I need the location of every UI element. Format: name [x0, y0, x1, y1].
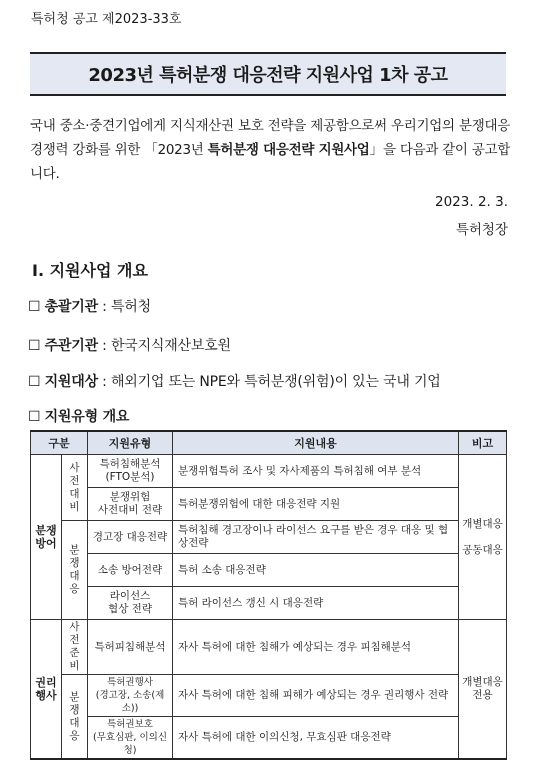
notice-issuer: 특허청장 — [455, 222, 508, 238]
intro-paragraph — [30, 114, 510, 186]
table-cell-type: 특허침해분석 (FTO분석) — [88, 455, 173, 488]
bullet-label: 지원유형 개요 — [44, 409, 130, 425]
table-cell-type: 특허권보호 (무효심판, 이의신청) — [88, 717, 173, 760]
notice-title-text: 2023년 특허분쟁 대응전략 지원사업 1차 공고 — [88, 65, 448, 86]
table-cell-type: 특허피침해분석 — [88, 620, 173, 675]
note-defense: 개별대응 공동대응 — [459, 455, 507, 620]
table-cell-type: 소송 방어전략 — [88, 554, 173, 587]
sub-resp: 분쟁대응 — [62, 521, 88, 620]
bullet-label: 총괄기관 — [44, 299, 98, 315]
table-cell-type: 특허권행사 (경고장, 소송(제소)) — [88, 675, 173, 717]
bullet-value: 한국지식재산보호원 — [110, 338, 231, 354]
group-enforce: 권리행사 — [31, 620, 62, 760]
note-enforce: 개별대응 전용 — [459, 620, 507, 760]
bullet-label: 지원대상 — [44, 374, 98, 390]
header-note: 비고 — [459, 431, 507, 455]
notice-title — [30, 52, 506, 96]
table-cell-type: 분쟁위험 사전대비 전략 — [88, 488, 173, 521]
table-cell-content: 특허 소송 대응전략 — [173, 554, 459, 587]
table-cell-content: 분쟁위험특허 조사 및 자사제품의 특허침해 여부 분석 — [173, 455, 459, 488]
bullet-label: 주관기관 — [44, 338, 98, 354]
table-cell-content: 특허 라이선스 갱신 시 대응전략 — [173, 587, 459, 620]
section-title: Ⅰ. 지원사업 개요 — [32, 261, 148, 280]
table-cell-content: 자사 특허에 대한 침해가 예상되는 경우 피침해분석 — [173, 620, 459, 675]
table-cell-content: 자사 특허에 대한 침해 피해가 예상되는 경우 권리행사 전략 — [173, 675, 459, 717]
table-cell-type: 경고장 대응전략 — [88, 521, 173, 554]
notice-date: 2023. 2. 3. — [435, 194, 508, 210]
table-cell-content: 자사 특허에 대한 이의신청, 무효심판 대응전략 — [173, 717, 459, 760]
intro-text-2: 」을 다음과 같이 공고합니다. — [30, 142, 510, 182]
header-content: 지원내용 — [173, 431, 459, 455]
header-type: 지원유형 — [88, 431, 173, 455]
table-cell-content: 특허분쟁위험에 대한 대응전략 지원 — [173, 488, 459, 521]
notice-number: 특허청 공고 제2023-33호 — [31, 12, 182, 27]
bullet-item: ☐ 주관기관 : 한국지식재산보호원 — [28, 338, 231, 354]
bullet-item: ☐ 지원유형 개요 — [28, 409, 130, 425]
intro-text-1: 국내 중소·중견기업에게 지식재산권 보호 전략을 제공함으로써 우리기업의 분쟁대응 경쟁력 강화를 위한 「2023년 — [30, 118, 510, 158]
header-category: 구분 — [31, 431, 88, 455]
group-defense: 분쟁방어 — [31, 455, 62, 620]
bullet-item: ☐ 지원대상 : 해외기업 또는 NPE와 특허분쟁(위험)이 있는 국내 기업 — [28, 374, 441, 390]
bullet-value: 특허청 — [110, 299, 151, 315]
sub-prep2: 사전준비 — [62, 620, 88, 675]
table-cell-type: 라이선스 협상 전략 — [88, 587, 173, 620]
intro-text-bold: 특허분쟁 대응전략 지원사업 — [207, 142, 370, 158]
table-cell-content: 특허침해 경고장이나 라이선스 요구를 받은 경우 대응 및 협상전략 — [173, 521, 459, 554]
support-type-table — [30, 430, 507, 760]
sub-prep: 사전대비 — [62, 455, 88, 521]
bullet-item: ☐ 총괄기관 : 특허청 — [28, 299, 151, 315]
sub-resp2: 분쟁대응 — [62, 675, 88, 760]
bullet-value: 해외기업 또는 NPE와 특허분쟁(위험)이 있는 국내 기업 — [110, 374, 441, 390]
